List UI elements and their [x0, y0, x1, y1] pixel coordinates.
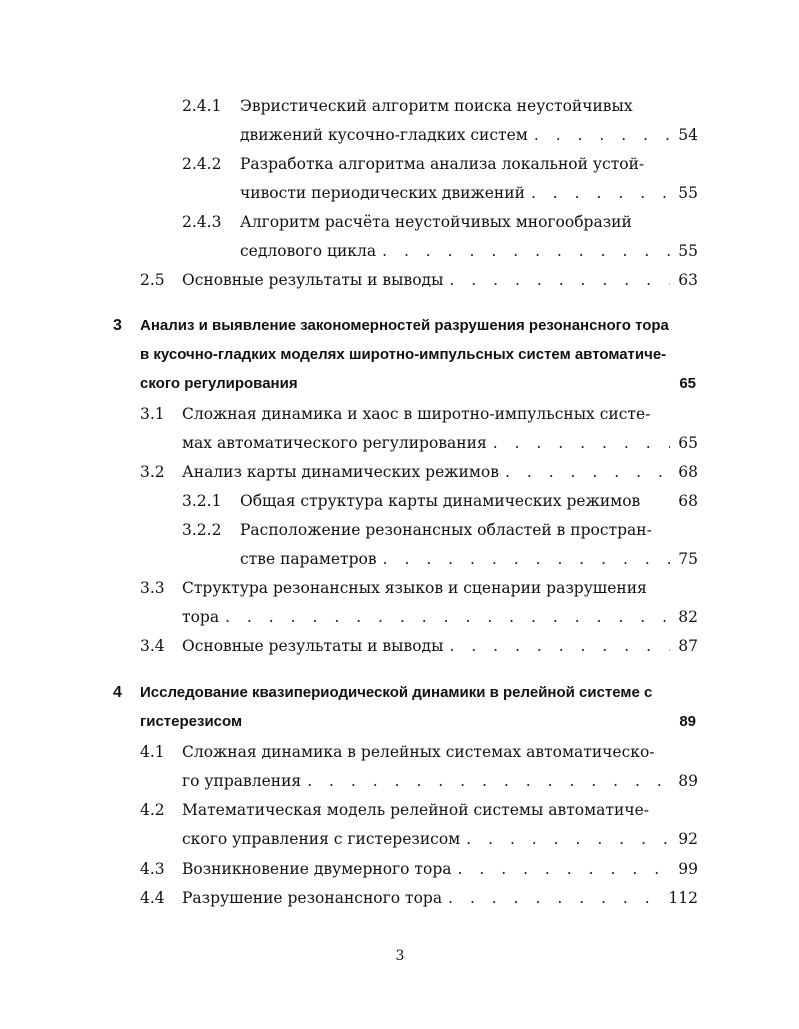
toc-number: 3.2.1	[182, 492, 222, 510]
toc-title-line: тора	[182, 608, 220, 626]
toc-entry-last-line	[240, 239, 698, 263]
dot-leader	[376, 239, 670, 263]
toc-title-line: Алгоритм расчёта неустойчивых многообразий	[240, 213, 632, 231]
toc-title-line: Структура резонансных языков и сценарии разрушения	[182, 579, 647, 597]
toc-title-line: движений кусочно-гладких систем	[240, 126, 528, 144]
dot-leader	[377, 547, 671, 571]
toc-entry-last-line	[182, 268, 698, 292]
toc-title-line: седлового цикла	[240, 242, 377, 260]
dot-leader	[460, 827, 670, 851]
toc-title-line: Основные результаты и выводы	[182, 271, 444, 289]
toc-page: 63	[678, 271, 698, 289]
toc-title-line: Разработка алгоритма анализа локальной устой-	[240, 155, 645, 173]
toc-title-line: Общая структура карты динамических режимов	[240, 492, 641, 510]
toc-page: 82	[678, 608, 698, 626]
chapter-page: 89	[679, 713, 696, 730]
toc-page: 112	[668, 889, 698, 907]
toc-entry-last-line	[182, 769, 698, 793]
toc-title-line: мах автоматического регулирования	[182, 434, 487, 452]
dot-leader	[443, 268, 670, 292]
toc-title-line: чивости периодических движений	[240, 184, 525, 202]
toc-entry-last-line	[182, 460, 698, 484]
dot-leader	[525, 181, 670, 205]
toc-number: 4.4	[140, 889, 165, 907]
dot-leader	[443, 634, 670, 658]
toc-page: 55	[678, 242, 698, 260]
toc-page: 55	[678, 184, 698, 202]
toc-number: 3.2.2	[182, 521, 222, 539]
dot-leader	[487, 431, 671, 455]
toc-page: 99	[678, 860, 698, 878]
toc-entry-last-line	[182, 634, 698, 658]
toc-entry-last-line	[182, 886, 698, 910]
toc-page: 92	[678, 830, 698, 848]
dot-leader	[219, 605, 670, 629]
toc-page: 89	[678, 772, 698, 790]
chapter-title-line: Исследование квазипериодической динамики в релейной системе с	[140, 684, 653, 701]
dot-leader	[301, 769, 670, 793]
toc-page: 68	[678, 492, 698, 510]
toc-title-line: Основные результаты и выводы	[182, 637, 444, 655]
toc-entry-last-line	[182, 857, 698, 881]
toc-title-line: го управления	[182, 772, 302, 790]
toc-entry-last-line	[182, 431, 698, 455]
chapter-number: 3	[113, 317, 122, 334]
toc-title-line: Сложная динамика и хаос в широтно-импульсных систе-	[182, 405, 651, 423]
toc-number: 2.4.1	[182, 97, 222, 115]
toc-title-line: Расположение резонансных областей в простран-	[240, 521, 652, 539]
toc-title-line: Разрушение резонансного тора	[182, 889, 443, 907]
chapter-title-line: в кусочно-гладких моделях широтно-импульсных систем автоматиче-	[140, 346, 667, 363]
toc-number: 4.2	[140, 801, 165, 819]
toc-title-line: ского управления с гистерезисом	[182, 830, 461, 848]
toc-number: 2.4.2	[182, 155, 222, 173]
chapter-title-line: гистерезисом	[140, 713, 243, 730]
toc-title-line: Сложная динамика в релейных системах автоматическо-	[182, 743, 655, 761]
toc-number: 3.4	[140, 637, 165, 655]
chapter-page: 65	[679, 375, 696, 392]
toc-title-line: Эвристический алгоритм поиска неустойчивых	[240, 97, 633, 115]
toc-number: 2.5	[140, 271, 165, 289]
dot-leader	[528, 123, 670, 147]
toc-page: 68	[678, 463, 698, 481]
toc-entry-last-line	[240, 123, 698, 147]
chapter-title-line: Анализ и выявление закономерностей разрушения резонансного тора	[140, 317, 669, 334]
toc-entry-last-line	[182, 605, 698, 629]
toc-title-line: Анализ карты динамических режимов	[182, 463, 499, 481]
toc-title-line: стве параметров	[240, 550, 377, 568]
toc-number: 3.2	[140, 463, 165, 481]
toc-entry-last-line	[240, 181, 698, 205]
dot-leader	[442, 886, 660, 910]
toc-entry-last-line	[182, 827, 698, 851]
page-number: 3	[395, 948, 405, 964]
chapter-number: 4	[113, 684, 122, 701]
toc-title-line: Возникновение двумерного тора	[182, 860, 452, 878]
toc-page: 54	[678, 126, 698, 144]
chapter-title-line: ского регулирования	[140, 375, 298, 392]
toc-number: 3.3	[140, 579, 165, 597]
toc-entry-last-line	[240, 547, 698, 571]
toc-number: 4.3	[140, 860, 165, 878]
toc-page: 87	[678, 637, 698, 655]
toc-number: 2.4.3	[182, 213, 222, 231]
toc-page: 75	[678, 550, 698, 568]
dot-leader	[452, 857, 671, 881]
toc-title-line: Математическая модель релейной системы автоматиче-	[182, 801, 649, 819]
dot-leader	[499, 460, 670, 484]
toc-number: 4.1	[140, 743, 165, 761]
toc-number: 3.1	[140, 405, 165, 423]
toc-page: 65	[678, 434, 698, 452]
